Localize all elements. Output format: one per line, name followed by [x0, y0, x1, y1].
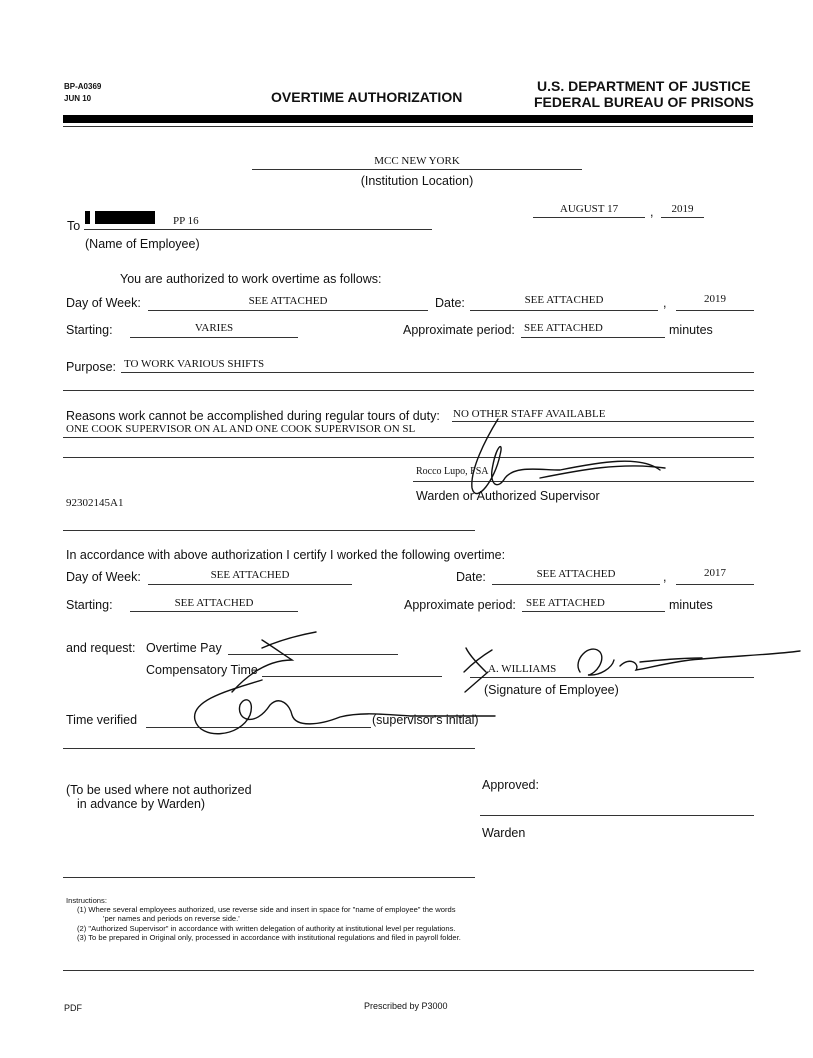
approx-period-line: [521, 337, 665, 338]
form-title: OVERTIME AUTHORIZATION: [271, 89, 463, 105]
minutes-label: minutes: [669, 323, 713, 337]
time-verified-line: [146, 727, 371, 728]
form-number: BP-A0369: [64, 82, 102, 91]
auth-year: 2019: [704, 293, 726, 305]
reasons-line-2: [63, 437, 754, 438]
instruction-1b: 'per names and periods on reverse side.': [103, 914, 240, 923]
warden-label: Warden: [482, 826, 526, 840]
cert-date-line: [492, 584, 660, 585]
cert-minutes-label: minutes: [669, 598, 713, 612]
department-name: U.S. DEPARTMENT OF JUSTICE: [537, 78, 751, 94]
day-of-week-value: SEE ATTACHED: [248, 295, 328, 307]
redaction-block: [95, 211, 155, 224]
employee-name-value: PP 16: [173, 215, 199, 227]
approved-line: [480, 815, 754, 816]
purpose-line: [121, 372, 754, 373]
reasons-value: NO OTHER STAFF AVAILABLE: [453, 408, 606, 420]
starting-line: [130, 337, 298, 338]
comp-time-line: [262, 676, 442, 677]
supervisor-line: [413, 481, 754, 482]
employee-signature-label: (Signature of Employee): [484, 683, 619, 697]
instruction-2: (2) "Authorized Supervisor" in accordance with written delegation of authority at institutional level per regulations.: [77, 924, 456, 933]
cert-date-label: Date:: [456, 570, 486, 584]
supervisor-name: Rocco Lupo, FSA: [416, 466, 489, 477]
purpose-value: TO WORK VARIOUS SHIFTS: [124, 358, 265, 370]
starting-label: Starting:: [66, 323, 113, 337]
cert-starting-value: SEE ATTACHED: [174, 597, 254, 609]
auth-year-line: [676, 310, 754, 311]
overtime-pay-label: Overtime Pay: [146, 641, 222, 655]
form-date: JUN 10: [64, 94, 92, 103]
date-month-day: AUGUST 17: [559, 203, 619, 215]
certification-intro: In accordance with above authorization I certify I worked the following overtime:: [66, 548, 506, 562]
cert-year: 2017: [704, 567, 726, 579]
overtime-pay-line: [228, 654, 398, 655]
employee-signature-name: A. WILLIAMS: [488, 663, 557, 675]
date-month-line: [533, 217, 645, 218]
date-year-line: [661, 217, 704, 218]
instructions-rule: [63, 970, 754, 971]
request-label: and request:: [66, 641, 136, 655]
cert-day-of-week-value: SEE ATTACHED: [210, 569, 290, 581]
day-of-week-label: Day of Week:: [66, 296, 141, 310]
instruction-1: (1) Where several employees authorized, use reverse side and insert in space for "name of employee" the words: [77, 905, 456, 914]
approx-period-value: SEE ATTACHED: [524, 322, 603, 334]
header-thick-rule: [63, 115, 753, 123]
to-label: To: [67, 219, 81, 233]
supervisor-initial-label: (supervisor's initial): [372, 713, 479, 727]
employee-signature-line: [470, 677, 754, 678]
approx-period-label: Approximate period:: [403, 323, 515, 337]
document-code: 92302145A1: [66, 497, 124, 509]
time-verified-rule: [63, 748, 475, 749]
institution-value: MCC NEW YORK: [374, 155, 460, 167]
comp-time-label: Compensatory Time: [146, 663, 258, 677]
cert-day-of-week-label: Day of Week:: [66, 570, 141, 584]
employee-name-label: (Name of Employee): [85, 237, 200, 251]
date-value: SEE ATTACHED: [524, 294, 604, 306]
cert-approx-period-value: SEE ATTACHED: [526, 597, 605, 609]
cert-date-comma: ,: [663, 570, 667, 584]
footer-left: PDF: [64, 1003, 82, 1013]
institution-label: (Institution Location): [360, 174, 474, 188]
purpose-label: Purpose:: [66, 360, 117, 374]
code-line: [63, 530, 475, 531]
employee-name-line: [84, 229, 432, 230]
reasons-line-3: [63, 457, 754, 458]
institution-line: [252, 169, 582, 170]
redaction-mark: [85, 211, 90, 224]
reasons-label: Reasons work cannot be accomplished during regular tours of duty:: [66, 409, 440, 423]
header-thin-rule: [63, 126, 753, 127]
footer-center: Prescribed by P3000: [364, 1001, 448, 1011]
not-authorized-note-2: in advance by Warden): [77, 797, 206, 811]
cert-approx-period-label: Approximate period:: [404, 598, 516, 612]
cert-day-of-week-line: [148, 584, 352, 585]
authorization-intro: You are authorized to work overtime as follows:: [120, 272, 382, 286]
date-line: [470, 310, 658, 311]
cert-date-value: SEE ATTACHED: [536, 568, 616, 580]
reasons-value-2: ONE COOK SUPERVISOR ON AL AND ONE COOK SUPERVISOR ON SL: [66, 423, 416, 435]
starting-value: VARIES: [194, 322, 234, 334]
bureau-name: FEDERAL BUREAU OF PRISONS: [534, 94, 754, 110]
reasons-line: [452, 421, 754, 422]
instructions-heading: Instructions:: [66, 896, 107, 905]
date-year: 2019: [671, 203, 694, 215]
approved-label: Approved:: [482, 778, 539, 792]
cert-starting-line: [130, 611, 298, 612]
time-verified-label: Time verified: [66, 713, 138, 727]
cert-starting-label: Starting:: [66, 598, 113, 612]
purpose-line-2: [63, 390, 754, 391]
supervisor-label: Warden or Authorized Supervisor: [416, 489, 600, 503]
not-authorized-note: (To be used where not authorized: [66, 783, 252, 797]
day-of-week-line: [148, 310, 428, 311]
date-comma-2: ,: [663, 296, 667, 310]
approval-rule: [63, 877, 475, 878]
instruction-3: (3) To be prepared in Original only, processed in accordance with institutional regulations and filed in payroll folder.: [77, 933, 461, 942]
cert-approx-period-line: [522, 611, 665, 612]
date-comma: ,: [650, 205, 654, 219]
date-label: Date:: [435, 296, 465, 310]
cert-year-line: [676, 584, 754, 585]
